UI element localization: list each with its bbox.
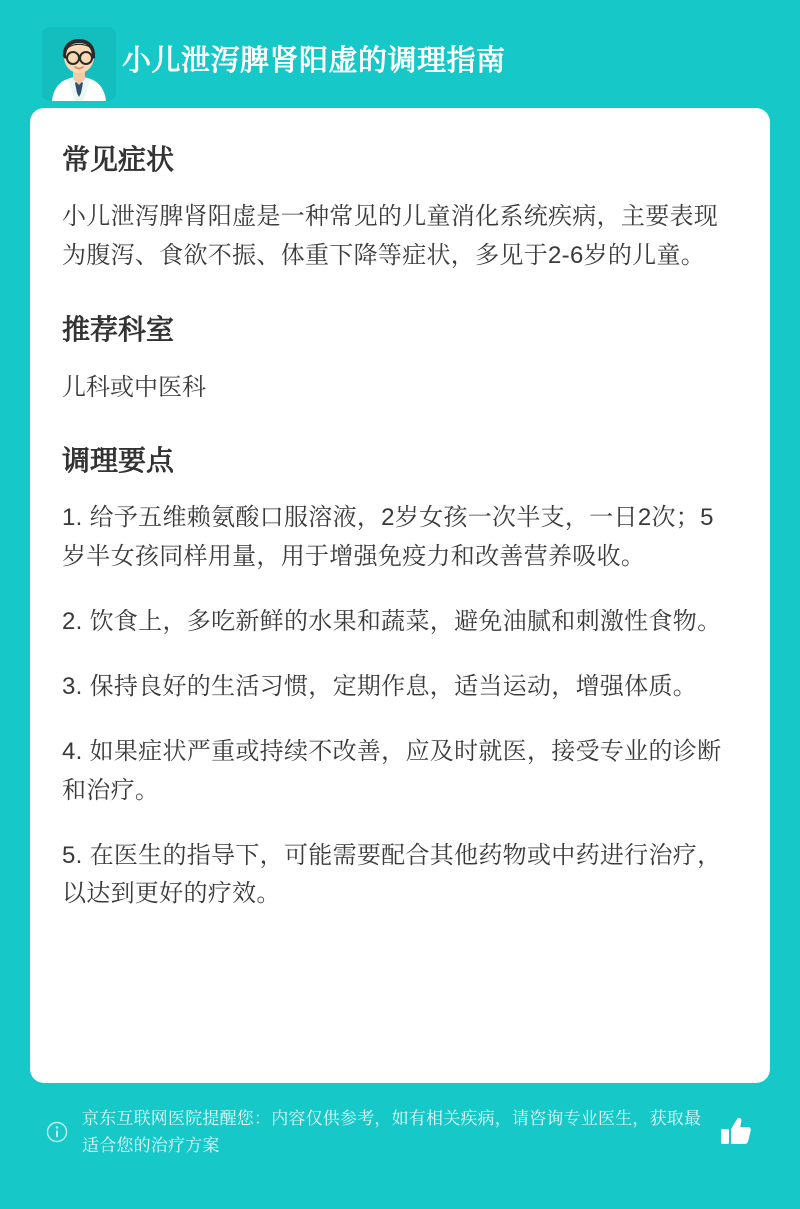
list-item: 4. 如果症状严重或持续不改善，应及时就医，接受专业的诊断和治疗。 <box>62 737 722 804</box>
section-title-department: 推荐科室 <box>62 314 175 346</box>
list-item: 5. 在医生的指导下，可能需要配合其他药物或中药进行治疗，以达到更好的疗效。 <box>62 841 722 908</box>
page-header <box>30 28 770 100</box>
guidance-list <box>62 499 738 914</box>
info-circle-icon <box>44 1119 70 1145</box>
symptoms-text: 小儿泄泻脾肾阳虚是一种常见的儿童消化系统疾病，主要表现为腹泻、食欲不振、体重下降等症状，多见于2-6岁的儿童。 <box>62 203 719 270</box>
footer-disclaimer <box>30 1083 770 1159</box>
thumbs-up-icon[interactable] <box>716 1112 756 1152</box>
footer-text: 京东互联网医院提醒您：内容仅供参考，如有相关疾病，请咨询专业医生，获取最适合您的治疗方案 <box>82 1109 702 1156</box>
list-item: 2. 饮食上，多吃新鲜的水果和蔬菜，避免油腻和刺激性食物。 <box>62 608 722 636</box>
list-item: 3. 保持良好的生活习惯，定期作息，适当运动，增强体质。 <box>62 672 698 700</box>
doctor-avatar-icon <box>42 27 116 101</box>
content-card <box>30 108 770 1083</box>
section-title-guidance: 调理要点 <box>62 444 175 476</box>
list-item: 1. 给予五维赖氨酸口服溶液，2岁女孩一次半支，一日2次；5岁半女孩同样用量，用于增强免疫力和改善营养吸收。 <box>62 504 714 571</box>
section-title-symptoms: 常见症状 <box>62 144 175 175</box>
department-text: 儿科或中医科 <box>62 373 206 401</box>
page-title: 小儿泄泻脾肾阳虚的调理指南 <box>122 44 506 77</box>
